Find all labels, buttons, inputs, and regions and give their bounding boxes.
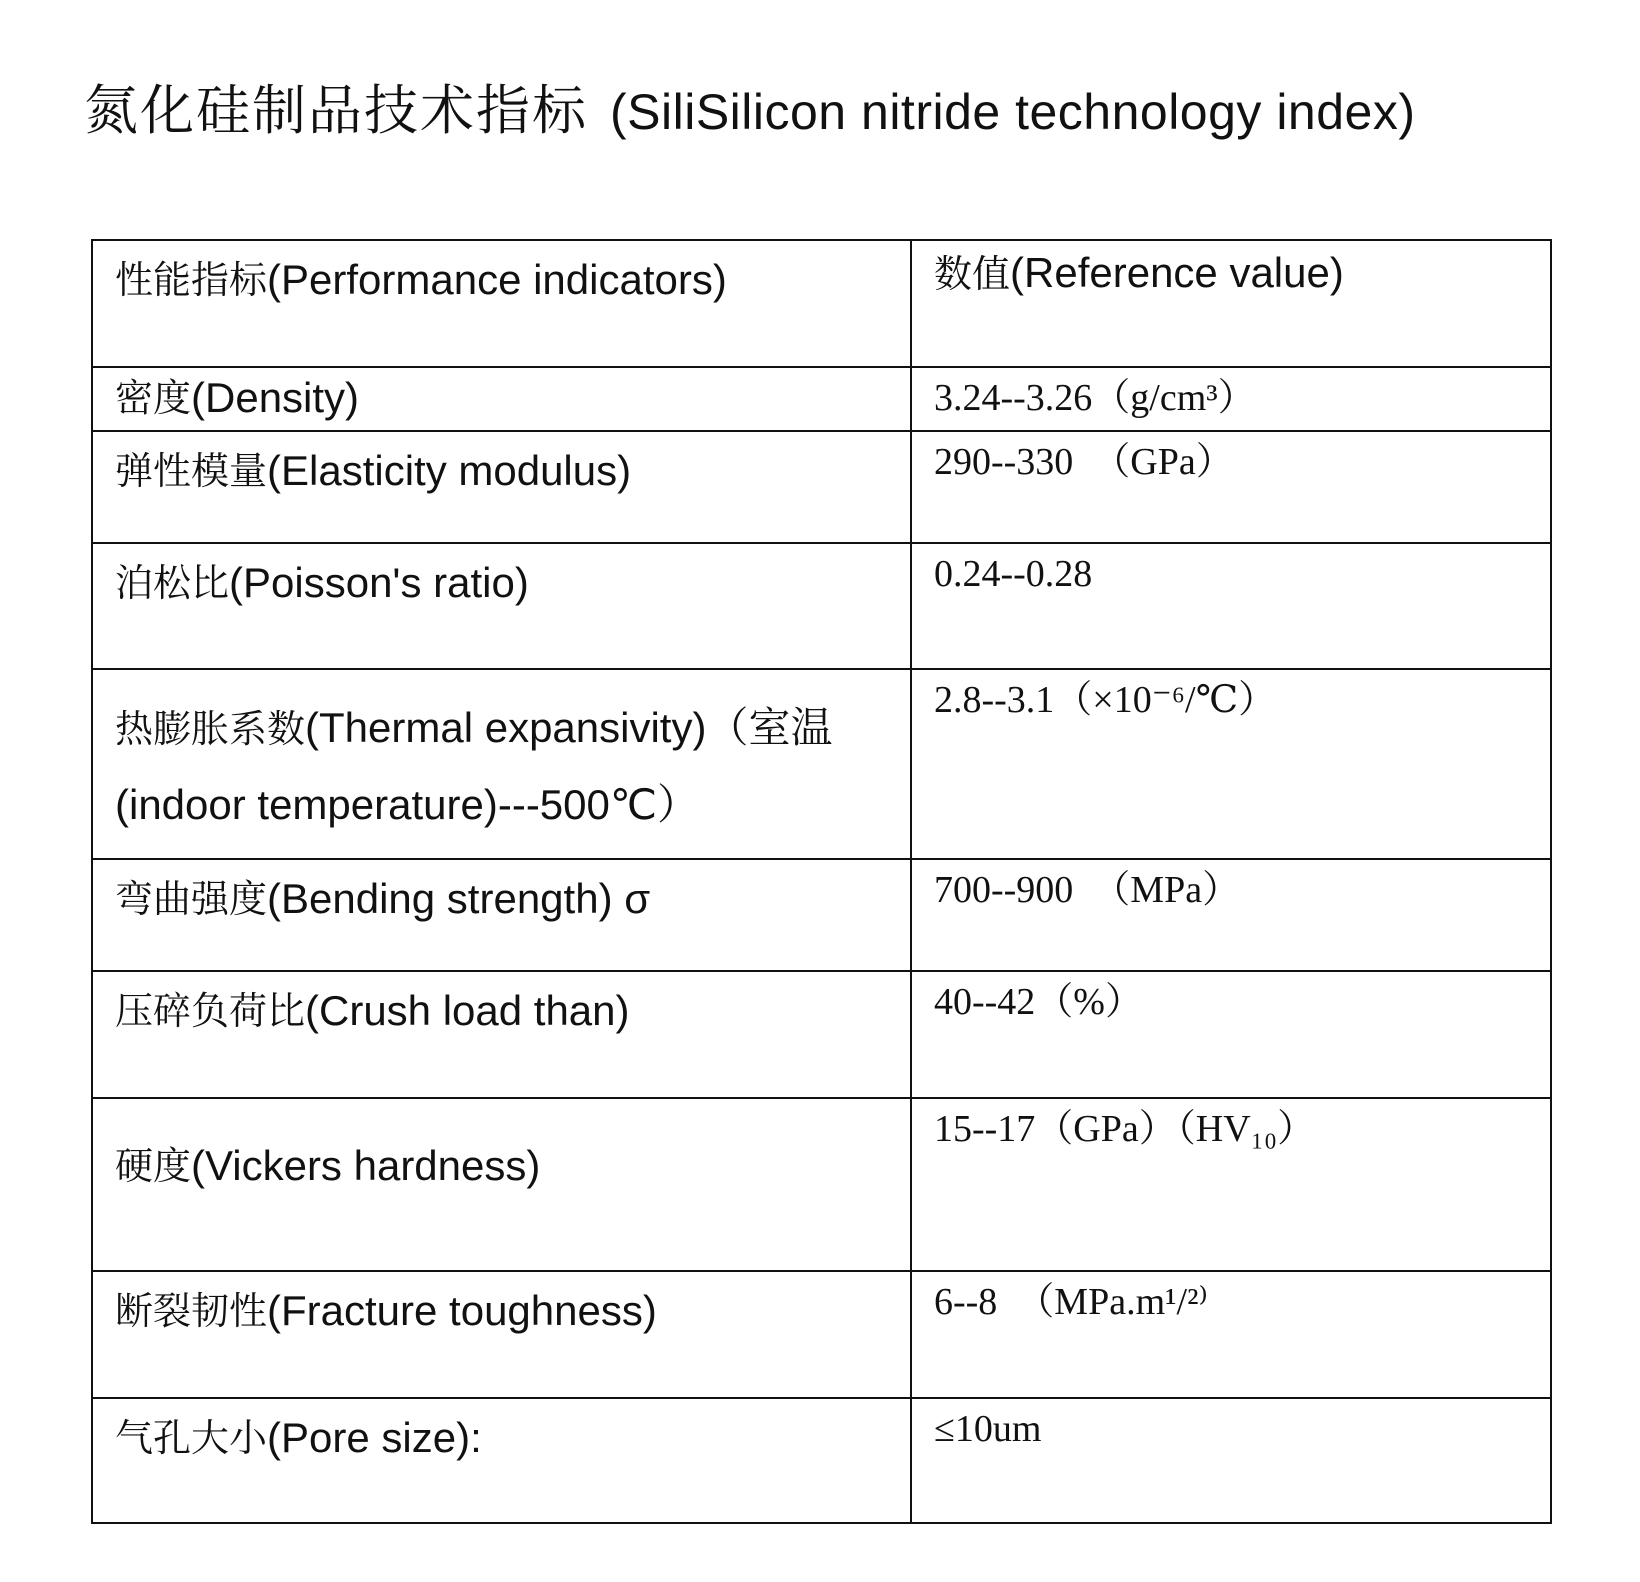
- row-value: 15--17（GPa）（HV₁₀）: [934, 1108, 1316, 1150]
- row-label-en: (Crush load than): [305, 987, 630, 1034]
- table-row: [92, 1271, 1551, 1398]
- row-value: 2.8--3.1（×10⁻⁶/℃）: [934, 679, 1277, 721]
- label-cell: [92, 1271, 911, 1398]
- header-label-cell: [92, 240, 911, 367]
- table-row: [92, 859, 1551, 971]
- row-label-en: (Bending strength) σ: [267, 875, 651, 922]
- value-cell: [911, 669, 1551, 859]
- label-cell: [92, 543, 911, 669]
- row-value: 0.24--0.28: [934, 553, 1093, 595]
- row-label-en: (Elasticity modulus): [267, 447, 632, 494]
- label-cell: [92, 1098, 911, 1271]
- label-cell: [92, 971, 911, 1098]
- row-label-zh: 弹性模量: [115, 449, 268, 493]
- header-value-zh: 数值: [934, 252, 1011, 296]
- row-label-zh: 热膨胀系数: [115, 707, 306, 751]
- row-label-zh: 硬度: [115, 1144, 192, 1188]
- row-label-zh: 密度: [115, 376, 192, 420]
- table-row: [92, 1098, 1551, 1271]
- value-cell: [911, 367, 1551, 431]
- row-value: 290--330 （GPa）: [934, 441, 1234, 483]
- header-value-en: (Reference value): [1010, 249, 1344, 296]
- value-cell: [911, 859, 1551, 971]
- row-label-en: (Density): [191, 374, 360, 421]
- value-cell: [911, 1271, 1551, 1398]
- table-row: [92, 971, 1551, 1098]
- row-label-zh: 气孔大小: [115, 1416, 268, 1460]
- row-value: 3.24--3.26（g/cm³）: [934, 377, 1256, 419]
- row-label-zh: 压碎负荷比: [115, 989, 306, 1033]
- row-value: 700--900 （MPa）: [934, 869, 1241, 911]
- table-row: [92, 543, 1551, 669]
- row-label-en: (Vickers hardness): [191, 1142, 541, 1189]
- spec-table: [91, 239, 1552, 1524]
- title-english: (SiliSilicon nitride technology index): [610, 84, 1416, 140]
- table-row: [92, 367, 1551, 431]
- value-cell: [911, 971, 1551, 1098]
- value-cell: [911, 1398, 1551, 1523]
- value-cell: [911, 1098, 1551, 1271]
- label-cell: [92, 431, 911, 543]
- value-cell: [911, 543, 1551, 669]
- header-value: [912, 241, 1550, 298]
- header-label-en: (Performance indicators): [267, 256, 727, 303]
- label-cell: [92, 669, 911, 859]
- row-value: 40--42（%）: [934, 981, 1143, 1023]
- title-chinese: 氮化硅制品技术指标: [84, 79, 588, 142]
- header-label: [93, 241, 910, 319]
- page-title: [84, 76, 1564, 147]
- table-row: [92, 1398, 1551, 1523]
- row-value: 6--8 （MPa.m¹/²⁾: [934, 1281, 1208, 1323]
- label-cell: [92, 859, 911, 971]
- label-cell: [92, 367, 911, 431]
- row-label-zh: 断裂韧性: [115, 1289, 268, 1333]
- row-value: ≤10um: [934, 1408, 1042, 1450]
- table-header-row: [92, 240, 1551, 367]
- row-label-en: (Fracture toughness): [267, 1287, 657, 1334]
- row-label-zh: 弯曲强度: [115, 877, 268, 921]
- row-label-en: (Thermal expansivity)（室温(indoor temperature)---500℃）: [115, 704, 833, 828]
- label-cell: [92, 1398, 911, 1523]
- header-label-zh: 性能指标: [115, 258, 268, 302]
- row-label-en: (Pore size):: [267, 1414, 482, 1461]
- value-cell: [911, 431, 1551, 543]
- table-row: [92, 431, 1551, 543]
- row-label-en: (Poisson's ratio): [229, 559, 529, 606]
- header-value-cell: [911, 240, 1551, 367]
- row-label-zh: 泊松比: [115, 561, 230, 605]
- table-row: [92, 669, 1551, 859]
